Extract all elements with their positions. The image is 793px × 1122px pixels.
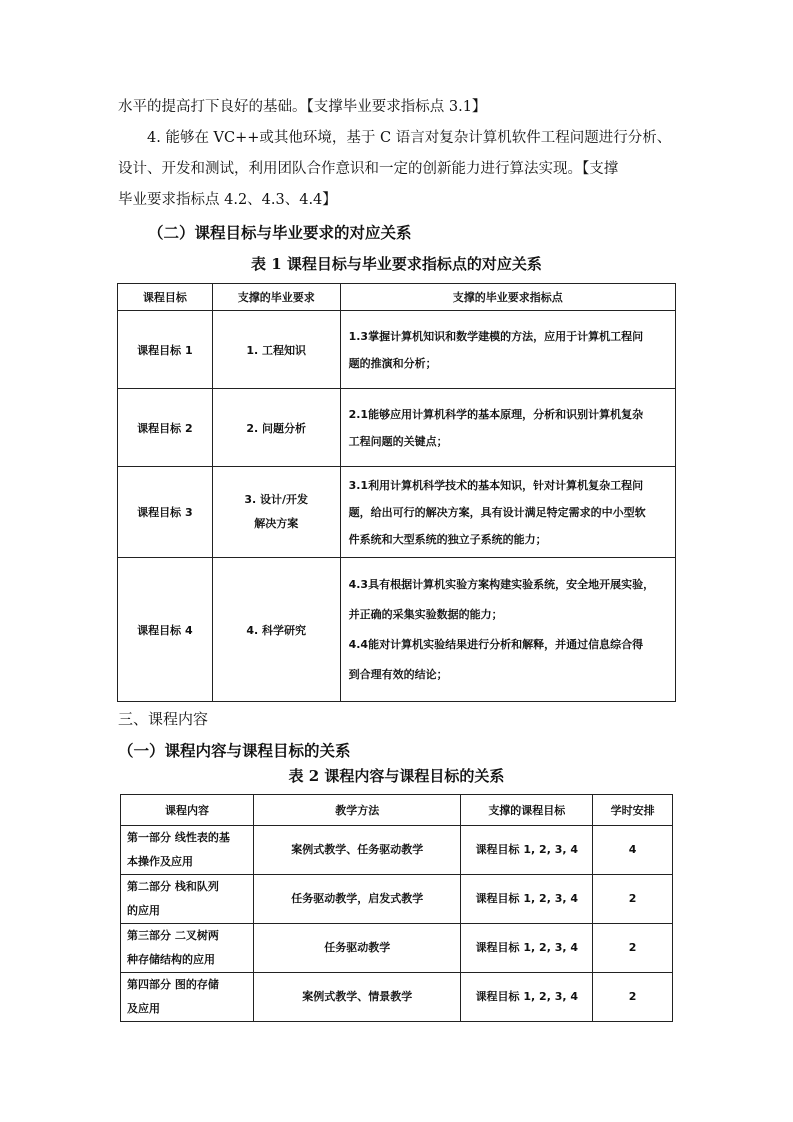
table-row [121, 973, 673, 1022]
table-header-cell: 支撑的毕业要求 [212, 284, 340, 311]
indicator-cell [340, 389, 675, 467]
goals-cell: 课程目标 1, 2, 3, 4 [461, 924, 593, 973]
table-header-cell: 支撑的毕业要求指标点 [340, 284, 675, 311]
goal-cell: 课程目标 4 [118, 558, 213, 702]
table-header-row [121, 795, 673, 826]
indicator-cell [340, 311, 675, 389]
content-line: 第二部分 栈和队列 [127, 880, 219, 893]
content-line: 第一部分 线性表的基 [127, 831, 230, 844]
requirement-cell: 1. 工程知识 [212, 311, 340, 389]
method-cell: 任务驱动教学，启发式教学 [253, 875, 461, 924]
paragraph-line: 水平的提高打下良好的基础。【支撑毕业要求指标点 3.1】 [118, 99, 487, 115]
content-line: 第三部分 二叉树两 [127, 929, 219, 942]
indicator-line: 工程问题的关键点； [348, 434, 448, 448]
content-cell [121, 973, 254, 1022]
content-line: 种存储结构的应用 [127, 953, 215, 966]
section-heading: （二）课程目标与毕业要求的对应关系 [148, 223, 412, 242]
paragraph-line: 毕业要求指标点 4.2、4.3、4.4】 [118, 192, 337, 208]
indicator-cell [340, 467, 675, 558]
indicator-line: 4.3具有根据计算机实验方案构建实验系统，安全地开展实验， [348, 577, 655, 591]
indicator-line: 4.4能对计算机实验结果进行分析和解释，并通过信息综合得 [348, 637, 644, 651]
requirement-line: 解决方案 [254, 517, 299, 530]
content-goals-table [120, 794, 673, 1022]
table-row [118, 558, 676, 702]
hours-cell: 2 [593, 924, 673, 973]
goals-requirements-table [117, 283, 676, 702]
table-header-cell: 课程内容 [121, 795, 254, 826]
paragraph-line: 4. 能够在 VC++或其他环境，基于 C 语言对复杂计算机软件工程问题进行分析、 [147, 130, 672, 146]
table-row [121, 875, 673, 924]
requirement-cell [212, 467, 340, 558]
method-cell: 任务驱动教学 [253, 924, 461, 973]
indicator-line: 件系统和大型系统的独立子系统的能力； [348, 532, 547, 546]
indicator-cell [340, 558, 675, 702]
goal-cell: 课程目标 3 [118, 467, 213, 558]
goals-cell: 课程目标 1, 2, 3, 4 [461, 875, 593, 924]
table-caption: 表 2 课程内容与课程目标的关系 [288, 767, 505, 785]
hours-cell: 4 [593, 826, 673, 875]
table-caption: 表 1 课程目标与毕业要求指标点的对应关系 [251, 255, 542, 273]
table-row [118, 311, 676, 389]
table-header-cell: 教学方法 [253, 795, 461, 826]
method-cell: 案例式教学、任务驱动教学 [253, 826, 461, 875]
hours-cell: 2 [593, 973, 673, 1022]
indicator-line: 题的推演和分析； [348, 356, 437, 370]
goal-cell: 课程目标 1 [118, 311, 213, 389]
section-heading: （一）课程内容与课程目标的关系 [118, 741, 351, 760]
content-cell [121, 826, 254, 875]
content-cell [121, 875, 254, 924]
indicator-line: 3.1利用计算机科学技术的基本知识，针对计算机复杂工程问 [348, 478, 644, 492]
table-header-row [118, 284, 676, 311]
indicator-line: 1.3掌握计算机知识和数学建模的方法，应用于计算机工程问 [348, 329, 644, 343]
requirement-line: 3. 设计/开发 [244, 493, 309, 506]
content-line: 及应用 [127, 1002, 160, 1015]
hours-cell: 2 [593, 875, 673, 924]
content-line: 的应用 [127, 904, 160, 917]
requirement-cell: 4. 科学研究 [212, 558, 340, 702]
table-header-cell: 支撑的课程目标 [461, 795, 593, 826]
indicator-line: 题，给出可行的解决方案，具有设计满足特定需求的中小型软 [348, 505, 646, 519]
goals-cell: 课程目标 1, 2, 3, 4 [461, 973, 593, 1022]
table-row [121, 826, 673, 875]
table-header-cell: 课程目标 [118, 284, 213, 311]
table-row [121, 924, 673, 973]
content-line: 本操作及应用 [127, 855, 193, 868]
table-row [118, 467, 676, 558]
table-row [118, 389, 676, 467]
section-heading: 三、课程内容 [118, 710, 209, 728]
content-cell [121, 924, 254, 973]
content-line: 第四部分 图的存储 [127, 978, 219, 991]
indicator-line: 2.1能够应用计算机科学的基本原理，分析和识别计算机复杂 [348, 407, 644, 421]
requirement-cell: 2. 问题分析 [212, 389, 340, 467]
goal-cell: 课程目标 2 [118, 389, 213, 467]
table-header-cell: 学时安排 [593, 795, 673, 826]
indicator-line: 并正确的采集实验数据的能力； [348, 607, 503, 621]
paragraph-line: 设计、开发和测试，利用团队合作意识和一定的创新能力进行算法实现。【支撑 [118, 161, 619, 177]
goals-cell: 课程目标 1, 2, 3, 4 [461, 826, 593, 875]
method-cell: 案例式教学、情景教学 [253, 973, 461, 1022]
indicator-line: 到合理有效的结论； [348, 667, 448, 681]
